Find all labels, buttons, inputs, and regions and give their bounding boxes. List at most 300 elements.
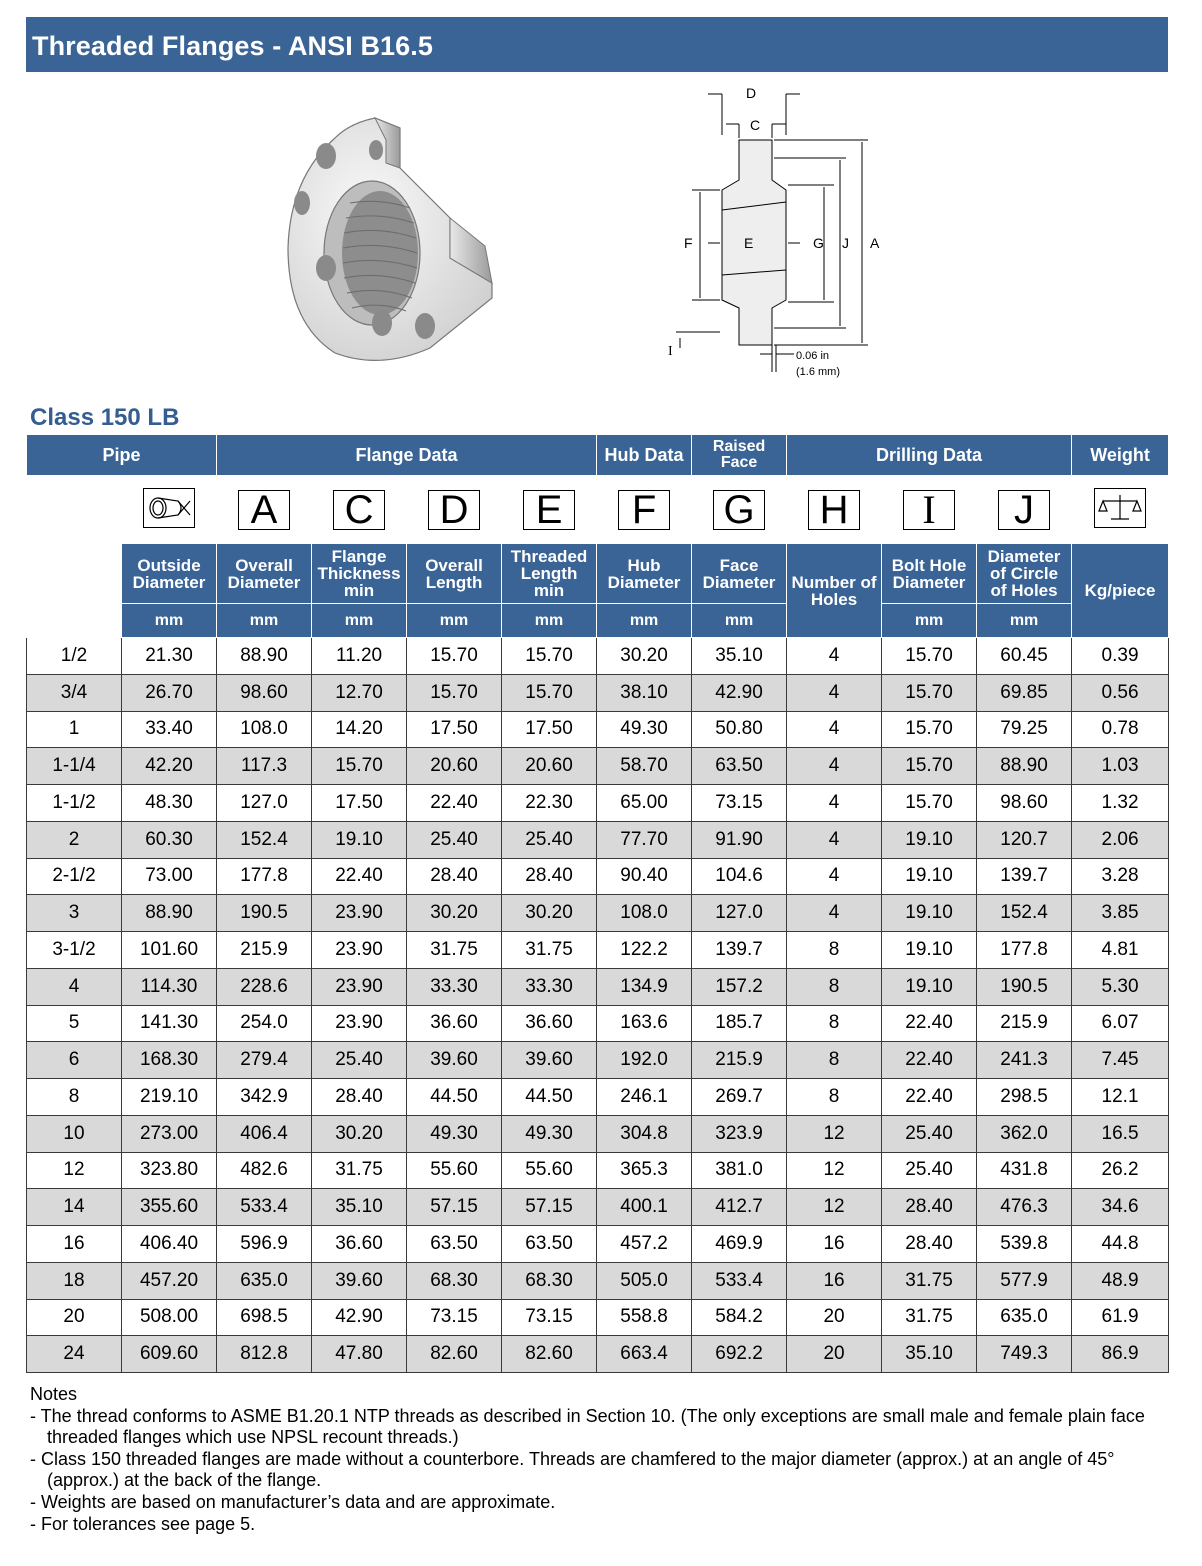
table-cell: 19.10 <box>882 968 977 1005</box>
table-cell: 39.60 <box>312 1262 407 1299</box>
notes-heading: Notes <box>30 1384 78 1404</box>
table-cell: 33.30 <box>407 968 502 1005</box>
table-cell: 3.28 <box>1072 858 1169 895</box>
table-cell: 101.60 <box>122 932 217 969</box>
table-cell: 20 <box>787 1336 882 1373</box>
table-cell: 4 <box>787 748 882 785</box>
table-cell: 60.45 <box>977 638 1072 675</box>
table-cell: 505.0 <box>597 1262 692 1299</box>
table-cell: 73.15 <box>502 1299 597 1336</box>
table-cell: 457.20 <box>122 1262 217 1299</box>
label-i: I <box>668 344 673 359</box>
table-cell: 28.40 <box>312 1079 407 1116</box>
table-cell: 25.40 <box>502 821 597 858</box>
table-cell: 25.40 <box>882 1152 977 1189</box>
nominal-size-cell: 24 <box>27 1336 122 1373</box>
table-cell: 35.10 <box>692 638 787 675</box>
table-cell: 19.10 <box>882 932 977 969</box>
notes <box>30 1384 1170 1535</box>
table-cell: 584.2 <box>692 1299 787 1336</box>
table-cell: 15.70 <box>882 674 977 711</box>
table-cell: 304.8 <box>597 1115 692 1152</box>
table-cell: 241.3 <box>977 1042 1072 1079</box>
table-cell: 533.4 <box>692 1262 787 1299</box>
label-hub-diameter: Hub Diameter <box>597 544 692 604</box>
table-row <box>27 932 1169 969</box>
table-cell: 88.90 <box>977 748 1072 785</box>
table-cell: 152.4 <box>977 895 1072 932</box>
table-cell: 469.9 <box>692 1226 787 1263</box>
label-f: F <box>684 235 693 251</box>
table-cell: 185.7 <box>692 1005 787 1042</box>
unit-cell: mm <box>312 604 407 638</box>
nominal-size-cell: 6 <box>27 1042 122 1079</box>
table-cell: 114.30 <box>122 968 217 1005</box>
table-cell: 28.40 <box>407 858 502 895</box>
table-cell: 31.75 <box>502 932 597 969</box>
table-cell: 273.00 <box>122 1115 217 1152</box>
table-cell: 163.6 <box>597 1005 692 1042</box>
table-cell: 63.50 <box>502 1226 597 1263</box>
table-cell: 23.90 <box>312 1005 407 1042</box>
table-cell: 82.60 <box>502 1336 597 1373</box>
table-cell: 192.0 <box>597 1042 692 1079</box>
table-cell: 39.60 <box>407 1042 502 1079</box>
unit-cell: mm <box>122 604 217 638</box>
table-cell: 49.30 <box>502 1115 597 1152</box>
table-cell: 58.70 <box>597 748 692 785</box>
label-overall-diameter: Overall Diameter <box>217 544 312 604</box>
table-cell: 15.70 <box>882 711 977 748</box>
table-cell: 457.2 <box>597 1226 692 1263</box>
label-threaded-length: Threaded Length min <box>502 544 597 604</box>
table-cell: 539.8 <box>977 1226 1072 1263</box>
table-cell: 381.0 <box>692 1152 787 1189</box>
table-row <box>27 748 1169 785</box>
table-row <box>27 1226 1169 1263</box>
table-cell: 25.40 <box>882 1115 977 1152</box>
table-cell: 20 <box>787 1299 882 1336</box>
label-face-diameter: Face Diameter <box>692 544 787 604</box>
table-cell: 30.20 <box>502 895 597 932</box>
table-cell: 2.06 <box>1072 821 1169 858</box>
table-cell: 68.30 <box>407 1262 502 1299</box>
table-cell: 39.60 <box>502 1042 597 1079</box>
letter-e: E <box>502 476 597 544</box>
table-cell: 22.40 <box>882 1005 977 1042</box>
table-row <box>27 1042 1169 1079</box>
table-cell: 31.75 <box>882 1262 977 1299</box>
unit-cell: mm <box>407 604 502 638</box>
nominal-size-cell: 8 <box>27 1079 122 1116</box>
table-cell: 215.9 <box>217 932 312 969</box>
table-cell: 73.15 <box>692 785 787 822</box>
table-cell: 12 <box>787 1115 882 1152</box>
table-cell: 190.5 <box>977 968 1072 1005</box>
table-cell: 120.7 <box>977 821 1072 858</box>
table-row <box>27 1189 1169 1226</box>
table-cell: 17.50 <box>407 711 502 748</box>
table-cell: 50.80 <box>692 711 787 748</box>
table-cell: 90.40 <box>597 858 692 895</box>
unit-cell: mm <box>977 604 1072 638</box>
table-cell: 4 <box>787 821 882 858</box>
table-cell: 812.8 <box>217 1336 312 1373</box>
table-cell: 11.20 <box>312 638 407 675</box>
table-cell: 0.39 <box>1072 638 1169 675</box>
table-cell: 91.90 <box>692 821 787 858</box>
group-raised-face: Raised Face <box>692 435 787 476</box>
nominal-size-cell: 4 <box>27 968 122 1005</box>
table-row <box>27 1079 1169 1116</box>
table-row <box>27 674 1169 711</box>
table-body <box>27 638 1169 1373</box>
table-cell: 17.50 <box>502 711 597 748</box>
nominal-size-cell: 2-1/2 <box>27 858 122 895</box>
table-cell: 36.60 <box>312 1226 407 1263</box>
table-cell: 12 <box>787 1152 882 1189</box>
table-cell: 20.60 <box>407 748 502 785</box>
table-cell: 215.9 <box>692 1042 787 1079</box>
table-cell: 44.50 <box>502 1079 597 1116</box>
nominal-size-cell: 3 <box>27 895 122 932</box>
unit-cell: mm <box>692 604 787 638</box>
table-cell: 4 <box>787 674 882 711</box>
table-cell: 12.1 <box>1072 1079 1169 1116</box>
table-cell: 279.4 <box>217 1042 312 1079</box>
table-row <box>27 785 1169 822</box>
table-row <box>27 858 1169 895</box>
table-cell: 49.30 <box>407 1115 502 1152</box>
table-cell: 73.00 <box>122 858 217 895</box>
letter-f: F <box>597 476 692 544</box>
table-cell: 73.15 <box>407 1299 502 1336</box>
table-cell: 61.9 <box>1072 1299 1169 1336</box>
unit-cell: mm <box>502 604 597 638</box>
table-cell: 254.0 <box>217 1005 312 1042</box>
table-cell: 1.03 <box>1072 748 1169 785</box>
table-cell: 55.60 <box>407 1152 502 1189</box>
table-cell: 15.70 <box>407 638 502 675</box>
table-cell: 16 <box>787 1226 882 1263</box>
table-cell: 177.8 <box>217 858 312 895</box>
table-cell: 104.6 <box>692 858 787 895</box>
table-cell: 69.85 <box>977 674 1072 711</box>
table-cell: 108.0 <box>597 895 692 932</box>
table-row <box>27 821 1169 858</box>
table-cell: 65.00 <box>597 785 692 822</box>
table-cell: 15.70 <box>407 674 502 711</box>
table-cell: 141.30 <box>122 1005 217 1042</box>
table-cell: 48.30 <box>122 785 217 822</box>
table-cell: 15.70 <box>312 748 407 785</box>
table-cell: 0.78 <box>1072 711 1169 748</box>
table-cell: 26.2 <box>1072 1152 1169 1189</box>
table-cell: 35.10 <box>882 1336 977 1373</box>
table-cell: 38.10 <box>597 674 692 711</box>
nominal-pipe-size-header: Nominal Pipe Size <box>27 476 122 638</box>
table-cell: 508.00 <box>122 1299 217 1336</box>
table-cell: 31.75 <box>882 1299 977 1336</box>
table-cell: 219.10 <box>122 1079 217 1116</box>
flange-section-drawing <box>664 80 894 385</box>
nominal-size-cell: 2 <box>27 821 122 858</box>
flange-spec-table <box>26 434 1169 1373</box>
table-row <box>27 1115 1169 1152</box>
note-item: - Weights are based on manufacturer’s data and are approximate. <box>30 1491 556 1512</box>
letter-i: I <box>882 476 977 544</box>
table-cell: 98.60 <box>977 785 1072 822</box>
table-cell: 47.80 <box>312 1336 407 1373</box>
table-cell: 117.3 <box>217 748 312 785</box>
label-circle-diameter: Diameter of Circle of Holes <box>977 544 1072 604</box>
table-cell: 15.70 <box>882 638 977 675</box>
table-cell: 168.30 <box>122 1042 217 1079</box>
table-cell: 6.07 <box>1072 1005 1169 1042</box>
table-cell: 28.40 <box>882 1189 977 1226</box>
label-a: A <box>870 235 880 251</box>
table-cell: 298.5 <box>977 1079 1072 1116</box>
group-hub-data: Hub Data <box>597 435 692 476</box>
label-kg-per-piece: Kg/piece <box>1072 544 1169 638</box>
table-cell: 127.0 <box>217 785 312 822</box>
table-cell: 8 <box>787 1042 882 1079</box>
table-cell: 19.10 <box>312 821 407 858</box>
unit-cell: mm <box>597 604 692 638</box>
nominal-size-cell: 20 <box>27 1299 122 1336</box>
table-cell: 127.0 <box>692 895 787 932</box>
group-weight: Weight <box>1072 435 1169 476</box>
unit-cell: mm <box>882 604 977 638</box>
letter-d: D <box>407 476 502 544</box>
table-cell: 57.15 <box>502 1189 597 1226</box>
table-cell: 177.8 <box>977 932 1072 969</box>
table-cell: 157.2 <box>692 968 787 1005</box>
label-d: D <box>746 85 757 101</box>
nominal-size-cell: 3/4 <box>27 674 122 711</box>
table-cell: 635.0 <box>217 1262 312 1299</box>
table-cell: 48.9 <box>1072 1262 1169 1299</box>
table-cell: 22.40 <box>882 1042 977 1079</box>
table-cell: 68.30 <box>502 1262 597 1299</box>
table-row <box>27 1152 1169 1189</box>
table-cell: 14.20 <box>312 711 407 748</box>
table-cell: 49.30 <box>597 711 692 748</box>
table-cell: 476.3 <box>977 1189 1072 1226</box>
drawing-note-mm: (1.6 mm) <box>796 366 840 378</box>
table-cell: 57.15 <box>407 1189 502 1226</box>
table-cell: 362.0 <box>977 1115 1072 1152</box>
table-cell: 25.40 <box>312 1042 407 1079</box>
table-cell: 20.60 <box>502 748 597 785</box>
table-cell: 15.70 <box>502 674 597 711</box>
table-cell: 98.60 <box>217 674 312 711</box>
drawing-note-in: 0.06 in <box>796 350 830 362</box>
label-e: E <box>744 235 754 251</box>
table-cell: 400.1 <box>597 1189 692 1226</box>
table-row <box>27 1336 1169 1373</box>
nominal-size-cell: 1-1/2 <box>27 785 122 822</box>
table-cell: 355.60 <box>122 1189 217 1226</box>
label-j: J <box>842 235 849 251</box>
table-cell: 31.75 <box>312 1152 407 1189</box>
flange-illustration <box>280 108 500 370</box>
table-cell: 323.9 <box>692 1115 787 1152</box>
table-cell: 28.40 <box>882 1226 977 1263</box>
table-cell: 30.20 <box>407 895 502 932</box>
table-cell: 36.60 <box>407 1005 502 1042</box>
unit-cell: mm <box>217 604 312 638</box>
table-cell: 4 <box>787 895 882 932</box>
group-flange-data: Flange Data <box>217 435 597 476</box>
nominal-size-cell: 3-1/2 <box>27 932 122 969</box>
letter-g: G <box>692 476 787 544</box>
table-row <box>27 968 1169 1005</box>
table-cell: 22.40 <box>312 858 407 895</box>
table-cell: 23.90 <box>312 932 407 969</box>
table-cell: 152.4 <box>217 821 312 858</box>
table-cell: 21.30 <box>122 638 217 675</box>
table-cell: 692.2 <box>692 1336 787 1373</box>
table-cell: 190.5 <box>217 895 312 932</box>
table-cell: 26.70 <box>122 674 217 711</box>
table-cell: 609.60 <box>122 1336 217 1373</box>
table-row <box>27 1005 1169 1042</box>
table-cell: 77.70 <box>597 821 692 858</box>
letter-h: H <box>787 476 882 544</box>
table-cell: 749.3 <box>977 1336 1072 1373</box>
table-cell: 17.50 <box>312 785 407 822</box>
note-item: - Class 150 threaded flanges are made without a counterbore. Threads are chamfered to the major diameter (approx.) at an angle of 45° (approx.) at the back of the flange. <box>30 1448 1115 1491</box>
nominal-size-cell: 1-1/4 <box>27 748 122 785</box>
letter-a: A <box>217 476 312 544</box>
table-cell: 44.8 <box>1072 1226 1169 1263</box>
table-cell: 42.90 <box>312 1299 407 1336</box>
nominal-size-cell: 10 <box>27 1115 122 1152</box>
table-cell: 533.4 <box>217 1189 312 1226</box>
table-cell: 35.10 <box>312 1189 407 1226</box>
table-cell: 323.80 <box>122 1152 217 1189</box>
nominal-size-cell: 18 <box>27 1262 122 1299</box>
table-cell: 19.10 <box>882 895 977 932</box>
table-cell: 42.20 <box>122 748 217 785</box>
table-cell: 8 <box>787 968 882 1005</box>
table-cell: 30.20 <box>597 638 692 675</box>
table-row <box>27 1299 1169 1336</box>
table-row <box>27 1262 1169 1299</box>
table-cell: 4.81 <box>1072 932 1169 969</box>
table-cell: 139.7 <box>977 858 1072 895</box>
pipe-icon-cell <box>122 476 217 544</box>
table-cell: 31.75 <box>407 932 502 969</box>
group-pipe: Pipe <box>27 435 217 476</box>
table-cell: 134.9 <box>597 968 692 1005</box>
table-cell: 25.40 <box>407 821 502 858</box>
table-cell: 342.9 <box>217 1079 312 1116</box>
note-item: - The thread conforms to ASME B1.20.1 NTP threads as described in Section 10. (The only exceptions are small male and female plain face threaded flanges which use NPSL recount threads.) <box>30 1405 1145 1448</box>
table-cell: 0.56 <box>1072 674 1169 711</box>
table-cell: 596.9 <box>217 1226 312 1263</box>
table-cell: 577.9 <box>977 1262 1072 1299</box>
table-cell: 4 <box>787 858 882 895</box>
table-cell: 12.70 <box>312 674 407 711</box>
note-item: - For tolerances see page 5. <box>30 1513 256 1534</box>
table-cell: 215.9 <box>977 1005 1072 1042</box>
table-cell: 365.3 <box>597 1152 692 1189</box>
table-cell: 34.6 <box>1072 1189 1169 1226</box>
table-cell: 8 <box>787 932 882 969</box>
table-cell: 246.1 <box>597 1079 692 1116</box>
label-flange-thickness: Flange Thickness min <box>312 544 407 604</box>
table-cell: 228.6 <box>217 968 312 1005</box>
label-outside-diameter: Outside Diameter <box>122 544 217 604</box>
table-cell: 3.85 <box>1072 895 1169 932</box>
table-cell: 22.30 <box>502 785 597 822</box>
nominal-size-cell: 12 <box>27 1152 122 1189</box>
table-cell: 36.60 <box>502 1005 597 1042</box>
table-cell: 28.40 <box>502 858 597 895</box>
table-cell: 558.8 <box>597 1299 692 1336</box>
class-heading: Class 150 LB <box>30 404 180 431</box>
table-cell: 1.32 <box>1072 785 1169 822</box>
table-cell: 44.50 <box>407 1079 502 1116</box>
table-cell: 42.90 <box>692 674 787 711</box>
table-cell: 139.7 <box>692 932 787 969</box>
table-cell: 269.7 <box>692 1079 787 1116</box>
label-g: G <box>813 235 824 251</box>
table-cell: 63.50 <box>407 1226 502 1263</box>
table-cell: 412.7 <box>692 1189 787 1226</box>
table-cell: 12 <box>787 1189 882 1226</box>
nominal-size-cell: 14 <box>27 1189 122 1226</box>
table-cell: 663.4 <box>597 1336 692 1373</box>
table-cell: 79.25 <box>977 711 1072 748</box>
table-cell: 82.60 <box>407 1336 502 1373</box>
table-cell: 16.5 <box>1072 1115 1169 1152</box>
table-cell: 23.90 <box>312 895 407 932</box>
group-drilling-data: Drilling Data <box>787 435 1072 476</box>
label-bolt-hole-diameter: Bolt Hole Diameter <box>882 544 977 604</box>
table-cell: 635.0 <box>977 1299 1072 1336</box>
label-c: C <box>750 117 761 133</box>
table-cell: 33.30 <box>502 968 597 1005</box>
table-cell: 406.40 <box>122 1226 217 1263</box>
scale-icon <box>1094 488 1146 528</box>
table-cell: 19.10 <box>882 858 977 895</box>
table-cell: 33.40 <box>122 711 217 748</box>
table-cell: 55.60 <box>502 1152 597 1189</box>
table-cell: 16 <box>787 1262 882 1299</box>
table-cell: 482.6 <box>217 1152 312 1189</box>
table-cell: 63.50 <box>692 748 787 785</box>
table-row <box>27 638 1169 675</box>
table-cell: 698.5 <box>217 1299 312 1336</box>
table-cell: 4 <box>787 785 882 822</box>
weight-icon-cell <box>1072 476 1169 544</box>
table-row <box>27 711 1169 748</box>
table-cell: 22.40 <box>882 1079 977 1116</box>
table-cell: 15.70 <box>882 748 977 785</box>
table-row <box>27 895 1169 932</box>
pipe-icon <box>143 488 195 528</box>
table-cell: 8 <box>787 1079 882 1116</box>
table-cell: 431.8 <box>977 1152 1072 1189</box>
table-cell: 86.9 <box>1072 1336 1169 1373</box>
table-cell: 8 <box>787 1005 882 1042</box>
label-number-of-holes: Number of Holes <box>787 544 882 638</box>
table-cell: 15.70 <box>882 785 977 822</box>
table-cell: 4 <box>787 638 882 675</box>
